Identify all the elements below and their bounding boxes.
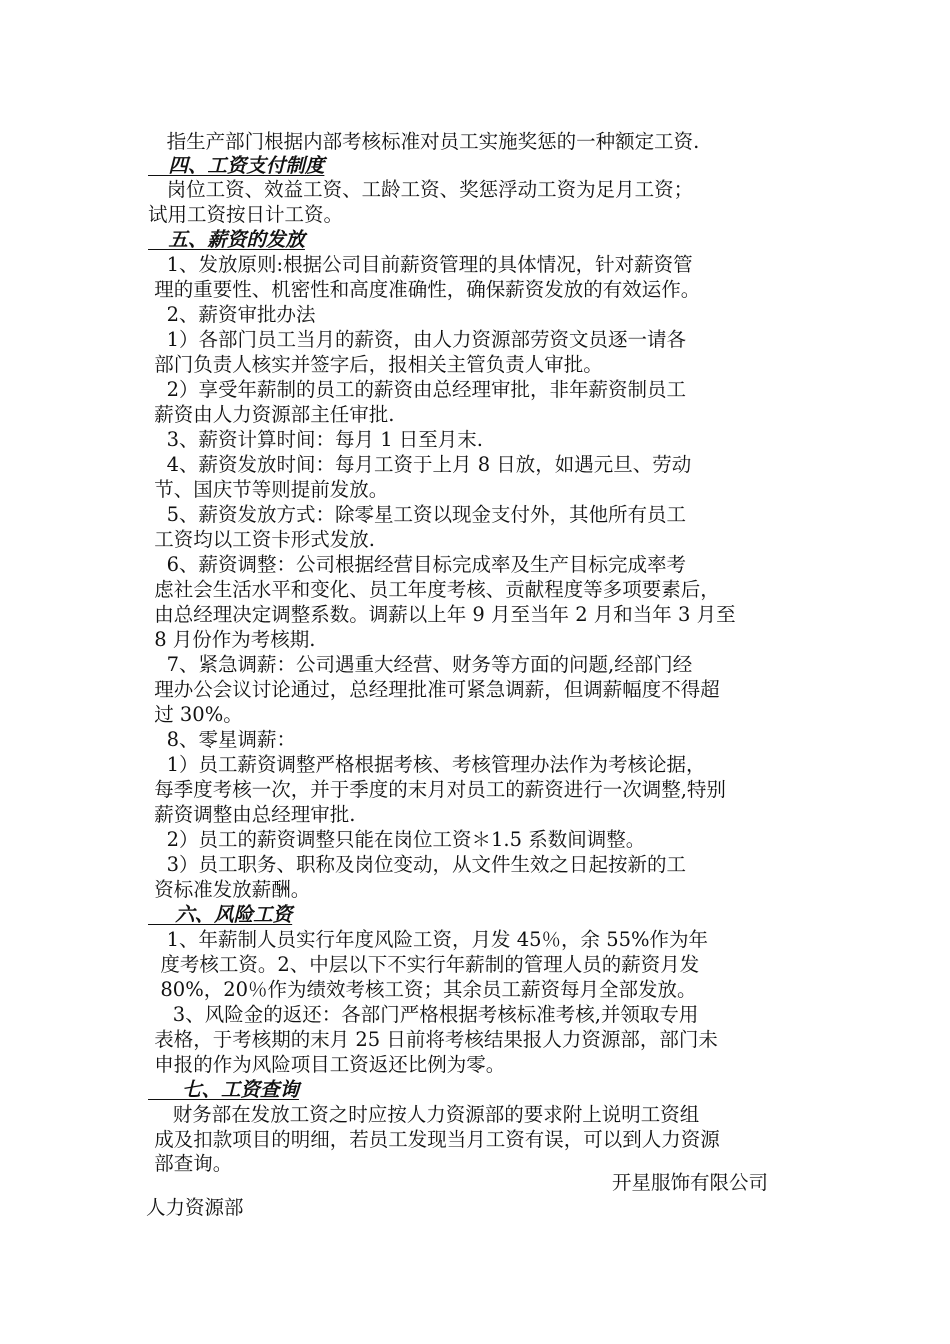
body-line: 指生产部门根据内部考核标准对员工实施奖惩的一种额定工资. [148,130,700,153]
body-line: 申报的作为风险项目工资返还比例为零。 [148,1053,506,1076]
body-line: 8、零星调薪： [148,728,297,751]
body-line: 理办公会议讨论通过，总经理批准可紧急调薪，但调薪幅度不得超 [148,678,720,701]
body-line: 每季度考核一次，并于季度的末月对员工的薪资进行一次调整,特别 [148,778,726,801]
body-line: 过 30%。 [148,703,243,726]
body-line: 2）员工的薪资调整只能在岗位工资＊1.5 系数间调整。 [148,828,646,851]
body-line: 3、风险金的返还：各部门严格根据考核标准考核,并领取专用 [148,1003,699,1026]
body-line: 1、发放原则:根据公司目前薪资管理的具体情况，针对薪资管 [148,253,693,276]
body-line: 4、薪资发放时间：每月工资于上月 8 日放，如遇元旦、劳动 [148,453,692,476]
body-line: 理的重要性、机密性和高度准确性，确保薪资发放的有效运作。 [148,278,701,301]
body-line: 试用工资按日计工资。 [148,203,344,226]
body-line: 岗位工资、效益工资、工龄工资、奖惩浮动工资为足月工资； [148,178,694,201]
body-line: 3、薪资计算时间：每月 1 日至月末. [148,428,484,451]
body-line: 表格，于考核期的末月 25 日前将考核结果报人力资源部，部门未 [148,1028,718,1051]
body-line: 工资均以工资卡形式发放. [148,528,375,551]
body-line: 80%，20％作为绩效考核工资；其余员工薪资每月全部发放。 [148,978,697,1001]
body-line: 1）各部门员工当月的薪资，由人力资源部劳资文员逐一请各 [148,328,687,351]
body-line: 财务部在发放工资之时应按人力资源部的要求附上说明工资组 [148,1103,700,1126]
body-line: 薪资调整由总经理审批. [148,803,356,826]
body-line: 度考核工资。2、中层以下不实行年薪制的管理人员的薪资月发 [148,953,700,976]
signature-company: 开星服饰有限公司 [612,1171,769,1194]
body-line: 节、国庆节等则提前发放。 [148,478,389,501]
body-line: 部查询。 [148,1152,233,1175]
body-line: 7、紧急调薪：公司遇重大经营、财务等方面的问题,经部门经 [148,653,693,676]
section-heading: 四、工资支付制度 [148,154,325,177]
body-line: 5、薪资发放方式：除零星工资以现金支付外，其他所有员工 [148,503,687,526]
body-line: 虑社会生活水平和变化、员工年度考核、贡献程度等多项要素后， [148,578,720,601]
body-line: 部门负责人核实并签字后，报相关主管负责人审批。 [148,353,603,376]
section-heading: 七、工资查询 [148,1078,299,1101]
body-line: 成及扣款项目的明细，若员工发现当月工资有误，可以到人力资源 [148,1128,720,1151]
body-line: 3）员工职务、职称及岗位变动，从文件生效之日起按新的工 [148,853,687,876]
section-heading: 六、风险工资 [148,903,293,926]
section-heading: 五、薪资的发放 [148,228,305,251]
body-line: 薪资由人力资源部主任审批. [148,403,395,426]
signature-department: 人力资源部 [146,1196,244,1219]
body-line: 1、年薪制人员实行年度风险工资，月发 45％，余 55%作为年 [148,928,709,951]
body-line: 8 月份作为考核期. [148,628,316,651]
body-line: 2、薪资审批办法 [148,303,316,326]
body-line: 2）享受年薪制的员工的薪资由总经理审批，非年薪资制员工 [148,378,687,401]
body-line: 6、薪资调整：公司根据经营目标完成率及生产目标完成率考 [148,553,687,576]
body-line: 1）员工薪资调整严格根据考核、考核管理办法作为考核论据， [148,753,706,776]
body-line: 由总经理决定调整系数。调薪以上年 9 月至当年 2 月和当年 3 月至 [148,603,736,626]
body-line: 资标准发放薪酬。 [148,878,311,901]
